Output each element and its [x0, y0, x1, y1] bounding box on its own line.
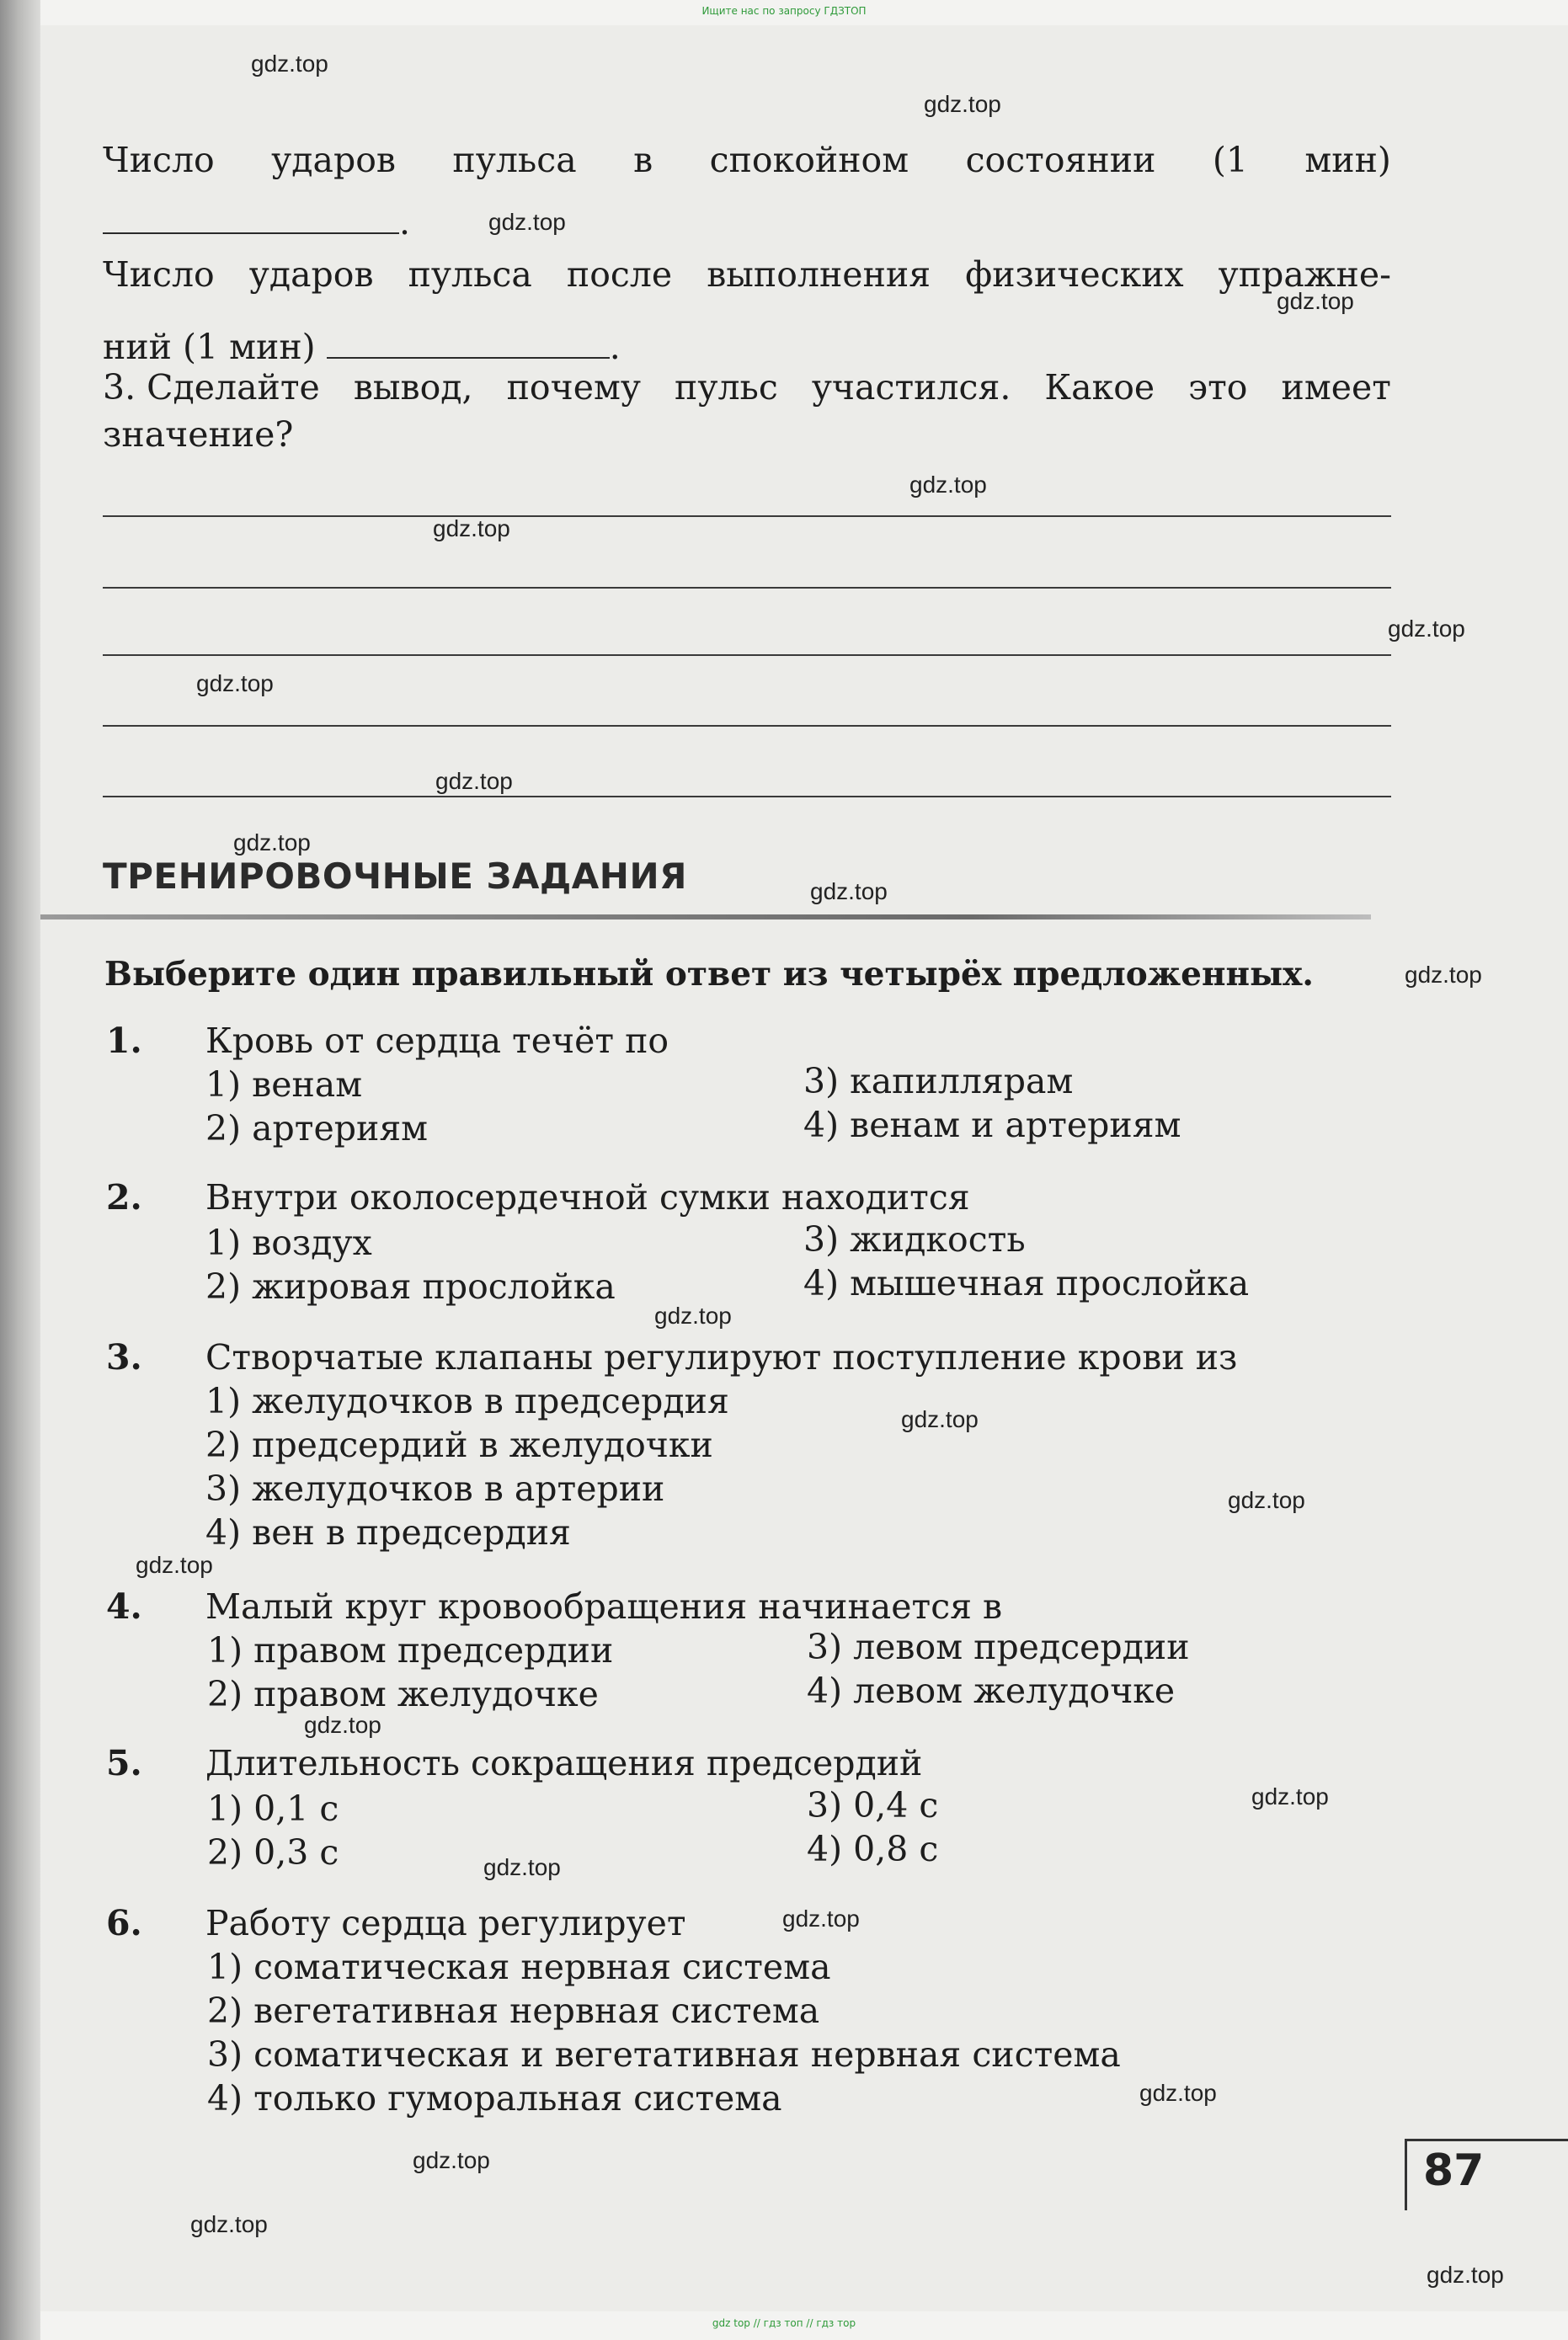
watermark: gdz.top — [136, 1552, 213, 1578]
watermark: gdz.top — [1405, 962, 1482, 988]
word: ударов — [248, 254, 374, 295]
question-text: Внутри околосердечной сумки находится — [205, 1177, 970, 1218]
word: Число — [103, 254, 215, 295]
watermark: gdz.top — [488, 209, 566, 235]
answer-option[interactable]: 3) желудочков в артерии — [205, 1468, 665, 1509]
word: вывод, — [353, 367, 473, 408]
answer-option[interactable]: 1) венам — [205, 1064, 363, 1105]
word: пульс — [675, 367, 778, 408]
watermark: gdz.top — [654, 1303, 732, 1329]
watermark: gdz.top — [251, 51, 328, 77]
answer-blank[interactable] — [327, 357, 610, 359]
answer-option[interactable]: 2) 0,3 с — [207, 1832, 339, 1873]
answer-option[interactable]: 2) артериям — [205, 1108, 429, 1149]
question-text: Кровь от сердца течёт по — [205, 1021, 669, 1061]
answer-line[interactable] — [103, 725, 1391, 727]
word: почему — [506, 367, 641, 408]
question-number: 6. — [106, 1903, 142, 1943]
pulse-after-line — [103, 254, 1391, 295]
watermark: gdz.top — [413, 2147, 490, 2173]
answer-option[interactable]: 4) вен в предсердия — [205, 1512, 571, 1553]
watermark: gdz.top — [1427, 2262, 1504, 2288]
answer-option[interactable]: 2) предсердий в желудочки — [205, 1425, 713, 1465]
watermark: gdz.top — [1251, 1783, 1329, 1810]
question-number: 1. — [106, 1021, 142, 1061]
pulse-after-cont: ний (1 мин) — [103, 327, 316, 367]
question-text: Работу сердца регулирует — [205, 1903, 686, 1943]
answer-line[interactable] — [103, 515, 1391, 517]
answer-option[interactable]: 1) 0,1 с — [207, 1788, 339, 1829]
pulse-after-answer[interactable]: ний (1 мин) . — [103, 327, 621, 367]
question-number: 4. — [106, 1586, 142, 1627]
answer-option[interactable]: 4) мышечная прослойка — [803, 1263, 1250, 1303]
word: пульса — [408, 254, 532, 295]
answer-option[interactable]: 3) капиллярам — [803, 1061, 1074, 1101]
pulse-rest-line — [103, 140, 1391, 180]
watermark: gdz.top — [435, 768, 513, 794]
word: выполнения — [707, 254, 931, 295]
word: участился. — [811, 367, 1011, 408]
question-3-conclusion — [103, 367, 1391, 408]
word: имеет — [1281, 367, 1391, 408]
word: ударов — [271, 140, 396, 180]
answer-option[interactable]: 1) правом предсердии — [207, 1630, 614, 1671]
watermark: gdz.top — [1388, 616, 1465, 642]
answer-option[interactable]: 4) венам и артериям — [803, 1105, 1181, 1145]
watermark: gdz.top — [782, 1906, 860, 1932]
watermark: gdz.top — [304, 1712, 381, 1738]
footer-link[interactable]: gdz top // гдз топ // гдз тор — [712, 2317, 856, 2329]
page-number: 87 — [1423, 2145, 1485, 2196]
watermark: gdz.top — [483, 1854, 561, 1880]
section-title: ТРЕНИРОВОЧНЫЕ ЗАДАНИЯ — [103, 856, 687, 897]
watermark: gdz.top — [924, 91, 1001, 117]
answer-blank[interactable] — [103, 232, 399, 234]
answer-option[interactable]: 1) желудочков в предсердия — [205, 1381, 729, 1421]
word: Число — [103, 140, 215, 180]
answer-option[interactable]: 3) соматическая и вегетативная нервная система — [207, 2034, 1121, 2075]
answer-option[interactable]: 2) правом желудочке — [207, 1674, 599, 1714]
answer-option[interactable]: 1) воздух — [205, 1223, 372, 1263]
word: в — [633, 140, 653, 180]
answer-option[interactable]: 4) только гуморальная система — [207, 2078, 782, 2119]
word: после — [566, 254, 673, 295]
watermark: gdz.top — [1277, 288, 1354, 314]
word: состоянии — [965, 140, 1156, 180]
watermark: gdz.top — [1139, 2080, 1217, 2106]
pulse-rest-answer[interactable]: . — [103, 202, 410, 243]
watermark: gdz.top — [233, 829, 311, 856]
answer-option[interactable]: 3) 0,4 с — [807, 1785, 939, 1826]
question-number: 3. — [106, 1337, 142, 1378]
word: упражне- — [1218, 254, 1391, 295]
watermark: gdz.top — [810, 878, 888, 904]
question-text: Длительность сокращения предсердий — [205, 1743, 923, 1783]
answer-option[interactable]: 2) вегетативная нервная система — [207, 1991, 820, 2031]
answer-line[interactable] — [103, 796, 1391, 797]
watermark: gdz.top — [909, 472, 987, 498]
answer-option[interactable]: 1) соматическая нервная система — [207, 1947, 831, 1987]
instruction: Выберите один правильный ответ из четырёх предложенных. — [104, 955, 1315, 994]
word: это — [1188, 367, 1248, 408]
question-number: 2. — [106, 1177, 142, 1218]
watermark: gdz.top — [901, 1406, 979, 1432]
answer-option[interactable]: 3) левом предсердии — [807, 1627, 1190, 1667]
question-3-cont: значение? — [103, 414, 294, 455]
word: спокойном — [709, 140, 909, 180]
answer-line[interactable] — [103, 587, 1391, 589]
word: физических — [965, 254, 1184, 295]
answer-option[interactable]: 2) жировая прослойка — [205, 1266, 616, 1307]
question-number: 5. — [106, 1743, 142, 1783]
answer-option[interactable]: 4) левом желудочке — [807, 1671, 1176, 1711]
section-divider — [40, 914, 1371, 919]
word: мин) — [1304, 140, 1391, 180]
word: пульса — [452, 140, 577, 180]
book-spine-shadow — [0, 0, 40, 2340]
watermark: gdz.top — [190, 2211, 268, 2237]
answer-line[interactable] — [103, 654, 1391, 656]
watermark: gdz.top — [433, 515, 510, 541]
word: Какое — [1044, 367, 1155, 408]
word: 3. Сделайте — [103, 367, 320, 408]
header-link[interactable]: Ищите нас по запросу ГДЗТОП — [701, 5, 867, 17]
question-text: Малый круг кровообращения начинается в — [205, 1586, 1003, 1627]
answer-option[interactable]: 4) 0,8 с — [807, 1829, 939, 1869]
watermark: gdz.top — [1228, 1487, 1305, 1513]
question-text: Створчатые клапаны регулируют поступление крови из — [205, 1337, 1238, 1378]
watermark: gdz.top — [196, 670, 274, 696]
word: (1 — [1212, 140, 1248, 180]
answer-option[interactable]: 3) жидкость — [803, 1219, 1026, 1260]
